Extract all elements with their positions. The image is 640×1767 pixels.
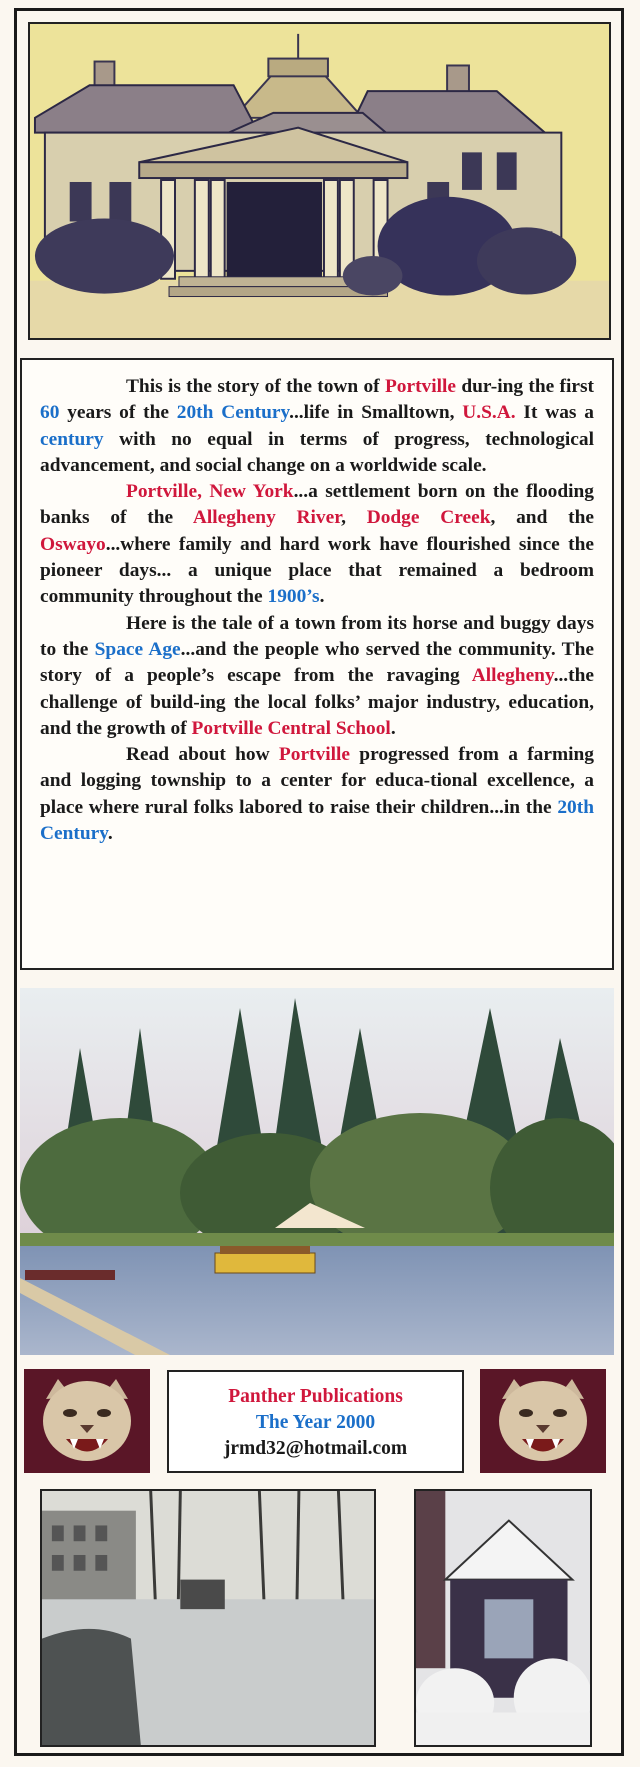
story-text-run: ...and the people who served the community. The story of a people’s escape from the ravaging: [40, 638, 594, 687]
highlighted-term: Portville Central School: [191, 717, 391, 739]
highlighted-term: Space Age: [94, 638, 181, 660]
story-paragraph: [40, 742, 594, 847]
story-text-run: .: [390, 717, 396, 739]
story-text-run: years of the: [59, 402, 177, 424]
story-paragraph: [40, 374, 594, 479]
highlighted-term: century: [40, 428, 104, 450]
story-text-run: dur-ing the first: [456, 376, 594, 397]
publisher-email[interactable]: jrmd32@hotmail.com: [223, 1438, 408, 1459]
lake-postcard-image: [20, 988, 614, 1355]
highlighted-term: 20th Century: [176, 402, 290, 424]
story-text-run: with no equal in terms of progress, technological advancement, and social change on a worldwide scale.: [40, 428, 594, 476]
story-text-run: Here is the tale of a town from its horse and buggy days to the: [40, 612, 594, 660]
story-paragraph: [40, 611, 594, 742]
story-text-run: ...where family and hard work have flourished since the pioneer days... a unique place that remained a bedroom community throughout the: [40, 533, 594, 608]
panther-logo-right: [480, 1369, 606, 1473]
highlighted-term: 1900’s: [267, 586, 320, 608]
story-text-run: ...a settlement born on the flooding banks of the: [40, 481, 595, 529]
snowy-house-photo: [414, 1489, 592, 1747]
highlighted-term: 60: [40, 402, 60, 424]
highlighted-term: Portville, New York: [126, 481, 294, 503]
story-text-run: ,: [341, 507, 367, 529]
highlighted-term: Allegheny River: [192, 507, 342, 529]
story-text-run: .: [107, 823, 113, 845]
story-text-run: It was a: [515, 402, 594, 424]
highlighted-term: Portville: [384, 376, 457, 397]
publisher-name: Panther Publications: [228, 1386, 403, 1407]
story-text-run: ...the challenge of build-ing the local folks’ major industry, education, and the growth of: [40, 665, 594, 739]
flooded-street-photo: [40, 1489, 376, 1747]
highlighted-term: 20th Century: [40, 796, 594, 845]
story-text-run: ...life in Smalltown,: [289, 402, 463, 424]
story-text-run: progressed from a farming and logging township to a center for educa-tional excellence, a place where rural folks labored to raise their children...in the: [40, 744, 595, 818]
story-text-run: , and the: [490, 507, 594, 529]
highlighted-term: Dodge Creek: [366, 507, 491, 529]
building-illustration: [28, 22, 611, 340]
publisher-year: The Year 2000: [255, 1412, 376, 1433]
story-paragraph: [40, 479, 594, 610]
publisher-box: [167, 1370, 464, 1473]
story-text-run: Read about how: [126, 744, 279, 766]
panther-logo-left: [24, 1369, 150, 1473]
highlighted-term: Oswayo: [40, 533, 106, 555]
highlighted-term: Allegheny: [471, 665, 554, 687]
story-text-run: .: [319, 586, 325, 608]
story-text-run: This is the story of the town of: [126, 376, 385, 397]
story-text-box: [20, 358, 614, 970]
highlighted-term: U.S.A.: [462, 402, 516, 424]
highlighted-term: Portville: [278, 744, 350, 766]
